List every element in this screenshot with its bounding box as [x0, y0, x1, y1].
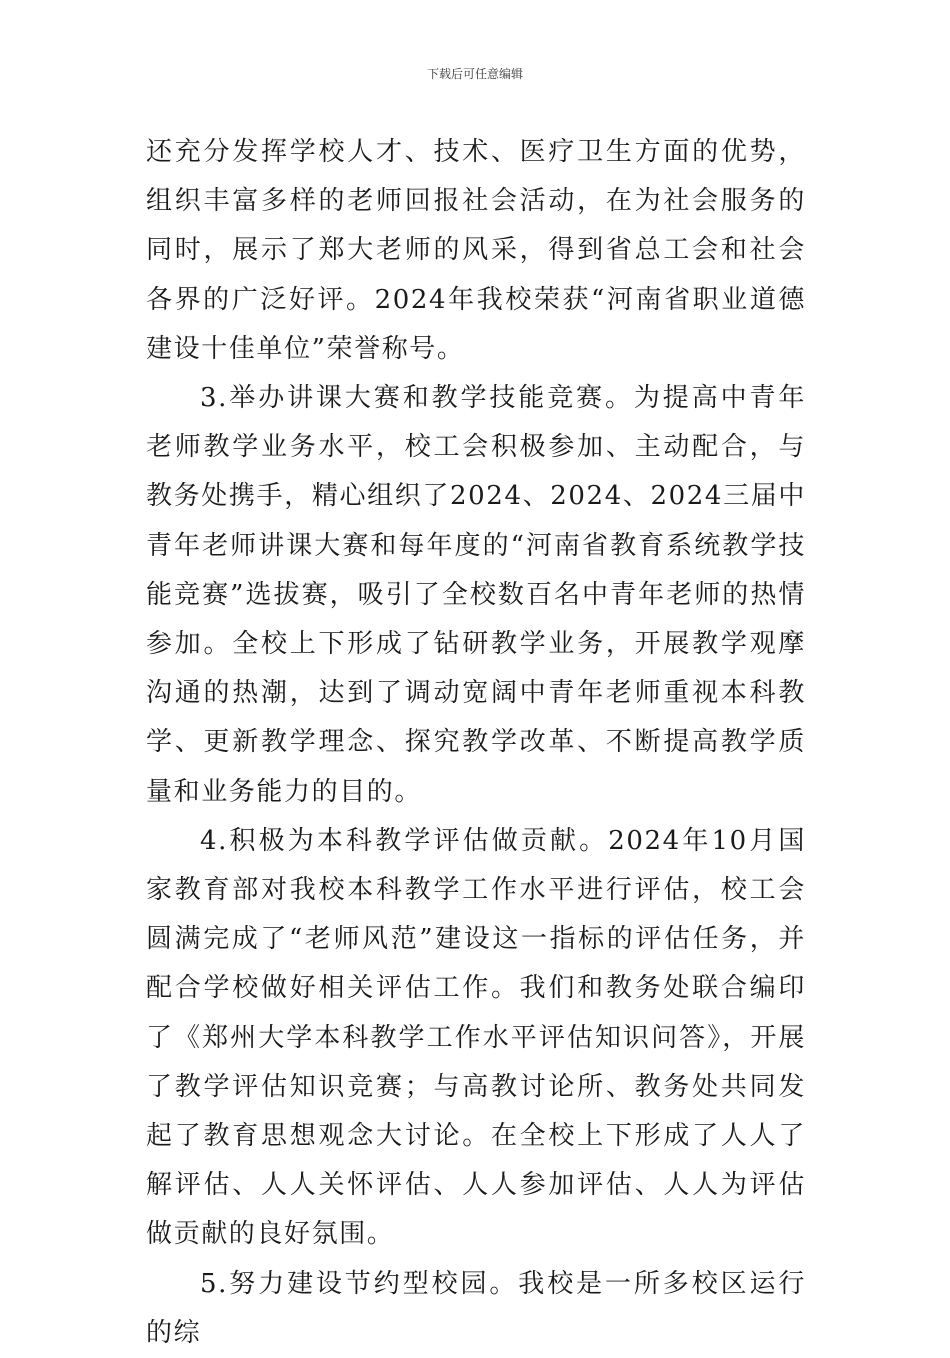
- paragraph-4: 5.努力建设节约型校园。我校是一所多校区运行的综: [146, 1268, 806, 1348]
- page-header: 下载后可任意编辑: [426, 67, 523, 81]
- paragraph-3: 4.积极为本科教学评估做贡献。2024年10月国家教育部对我校本科教学工作水平进行评估，校工会圆满完成了“老师风范”建设这一指标的评估任务，并配合学校做好相关评估工作。我们和教务处联合编印了《郑州大学本科教学工作水平评估知识问答》，开展了教学评估知识竞赛；与高教讨论所、教务处共同发起了教育思想观念大讨论。在全校上下形成了人人了解评估、人人关怀评估、人人参加评估、人人为评估做贡献的良好氛围。: [146, 825, 806, 1250]
- paragraph-1: 还充分发挥学校人才、技术、医疗卫生方面的优势，组织丰富多样的老师回报社会活动，在为社会服务的同时，展示了郑大老师的风采，得到省总工会和社会各界的广泛好评。2024年我校荣获“河南省职业道德建设十佳单位”荣誉称号。: [146, 137, 806, 364]
- paragraph-2: 3.举办讲课大赛和教学技能竞赛。为提高中青年老师教学业务水平，校工会积极参加、主动配合，与教务处携手，精心组织了2024、2024、2024三届中青年老师讲课大赛和每年度的“河南省教育系统教学技能竞赛”选拔赛，吸引了全校数百名中青年老师的热情参加。全校上下形成了钻研教学业务，开展教学观摩沟通的热潮，达到了调动宽阔中青年老师重视本科教学、更新教学理念、探究教学改革、不断提高教学质量和业务能力的目的。: [146, 383, 806, 807]
- document-body: [146, 128, 806, 1358]
